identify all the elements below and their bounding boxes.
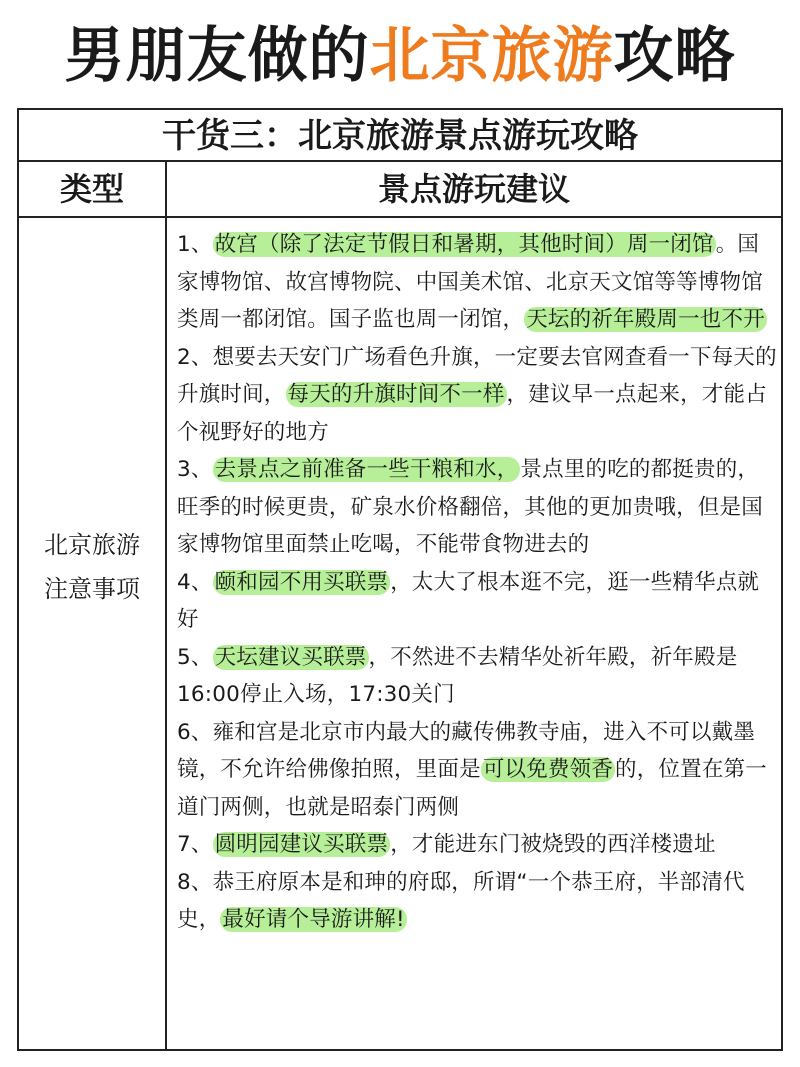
table-subtitle: 干货三：北京旅游景点游玩攻略 <box>19 110 781 162</box>
advice-item <box>177 826 777 864</box>
page-title <box>0 14 800 98</box>
advice-text: 8、恭王府原本是和珅的府邸，所谓“一个恭王府，半部清代史， <box>177 869 745 932</box>
category-text <box>19 523 165 611</box>
highlight-text: 故宫（除了法定节假日和暑期，其他时间）周一闭馆 <box>214 232 714 257</box>
advice-cell <box>177 226 777 939</box>
title-prefix: 男朋友做的 <box>64 21 370 91</box>
category-line-2: 注意事项 <box>44 575 140 603</box>
advice-text: ，太大了根本逛不完，逛一些精华点就好 <box>177 569 760 632</box>
advice-text: 5、 <box>177 644 213 670</box>
advice-text: ，建议早一点起来，才能占个视野好的地方 <box>177 382 767 445</box>
advice-item <box>177 564 777 639</box>
title-suffix: 攻略 <box>613 21 736 91</box>
advice-text: 4、 <box>177 569 213 595</box>
table-header-row <box>19 162 781 218</box>
advice-item <box>177 339 777 452</box>
guide-table <box>17 108 783 1051</box>
title-highlight: 北京旅游 <box>369 21 614 91</box>
highlight-text: 天坛的祈年殿周一也不开 <box>526 307 765 332</box>
advice-item <box>177 864 777 939</box>
category-line-1: 北京旅游 <box>44 531 140 559</box>
advice-text: ，不然进不去精华处祈年殿，祈年殿是16:00停止入场，17:30关门 <box>177 644 738 707</box>
advice-text: 的，位置在第一道门两侧，也就是昭泰门两侧 <box>177 757 767 820</box>
advice-text: 2、想要去天安门广场看色升旗，一定要去官网查看一下每天的升旗时间， <box>177 344 777 407</box>
header-advice: 景点游玩建议 <box>377 170 570 208</box>
highlight-text: 去景点之前准备一些干粮和水， <box>214 457 519 482</box>
advice-text: 1、 <box>177 232 213 257</box>
highlight-text: 每天的升旗时间不一样 <box>287 382 505 407</box>
advice-text: 。国家博物馆、故宫博物院、中国美术馆、北京天文馆等等博物馆类周一都闭馆。国子监也周一闭馆， <box>177 232 763 332</box>
advice-text: ，才能进东门被烧毁的西洋楼遗址 <box>390 832 716 857</box>
header-type: 类型 <box>19 162 167 216</box>
advice-text: 7、 <box>177 832 213 857</box>
advice-item <box>177 226 777 339</box>
advice-item <box>177 714 777 827</box>
highlight-text: 可以免费领香 <box>482 757 614 782</box>
table-body-row <box>19 218 781 1049</box>
advice-text: 6、雍和宫是北京市内最大的藏传佛教寺庙，进入不可以戴墨镜，不允许给佛像拍照，里面是 <box>177 719 756 782</box>
advice-item <box>177 639 777 714</box>
highlight-text: 圆明园建议买联票 <box>214 832 389 857</box>
advice-text: 3、 <box>177 457 213 482</box>
highlight-text: 天坛建议买联票 <box>214 644 367 670</box>
advice-item <box>177 451 777 564</box>
highlight-text: 最好请个导游讲解! <box>222 907 405 932</box>
highlight-text: 颐和园不用买联票 <box>214 569 389 595</box>
category-cell <box>19 218 167 1049</box>
advice-text: 景点里的吃的都挺贵的，旺季的时候更贵，矿泉水价格翻倍，其他的更加贵哦，但是国家博物馆里面禁止吃喝，不能带食物进去的 <box>177 457 763 557</box>
